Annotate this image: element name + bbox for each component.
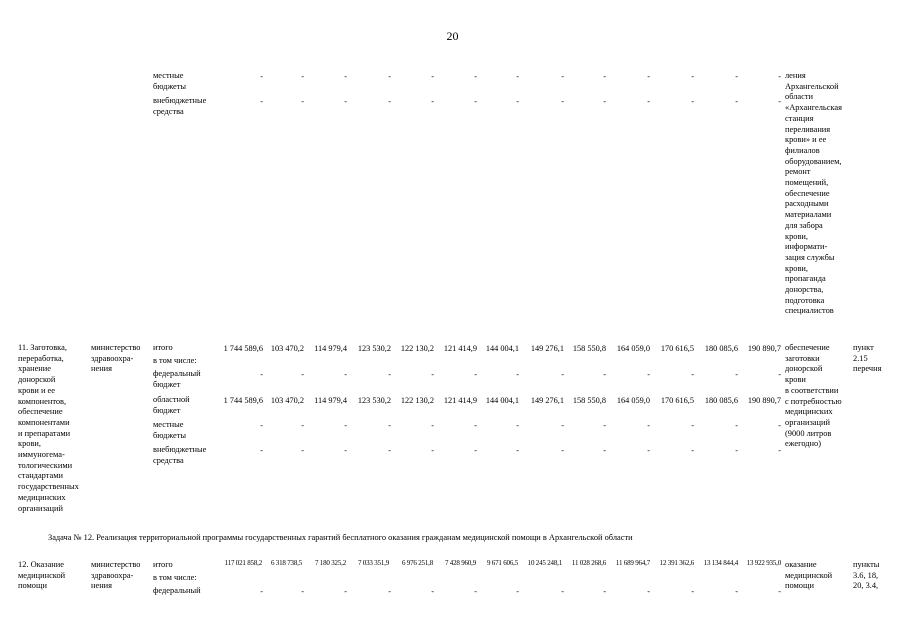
table-cell-value: - xyxy=(691,587,694,596)
table-cell-value: - xyxy=(647,72,650,81)
table-cell-value: - xyxy=(260,421,263,430)
table-cell-value: - xyxy=(301,421,304,430)
table-cell-value: - xyxy=(431,72,434,81)
table-cell-value: 103 470,2 xyxy=(270,396,304,405)
table-cell-value: 10 245 248,1 xyxy=(527,559,562,567)
table-cell-value: - xyxy=(647,97,650,106)
table-cell-value: - xyxy=(516,587,519,596)
table-cell-value: - xyxy=(561,587,564,596)
table-cell-value: 7 180 325,2 xyxy=(314,559,346,567)
page-number: 20 xyxy=(446,29,459,43)
expected-result-text: обеспечение заготовки донорской крови в соответствии с потребностью медицинских организаций (9000 литров ежегодно) xyxy=(785,343,842,449)
table-cell-value: 1 744 589,6 xyxy=(223,344,263,353)
table-cell-value: - xyxy=(474,72,477,81)
table-cell-value: 114 979,4 xyxy=(314,396,347,405)
source-label: внебюджетные средства xyxy=(153,96,207,116)
table-cell-value: - xyxy=(691,370,694,379)
table-cell-value: 117 021 858,2 xyxy=(224,559,262,567)
source-label: в том числе: xyxy=(153,573,197,582)
source-label: местные бюджеты xyxy=(153,420,187,440)
table-cell-value: 170 616,5 xyxy=(660,344,694,353)
table-cell-value: 1 744 589,6 xyxy=(223,396,263,405)
table-cell-value: - xyxy=(647,421,650,430)
table-cell-value: - xyxy=(691,446,694,455)
source-label: внебюджетные средства xyxy=(153,445,207,465)
expected-result-text: оказание медицинской помощи xyxy=(785,560,833,591)
table-cell-value: - xyxy=(778,370,781,379)
table-cell-value: 170 616,5 xyxy=(660,396,694,405)
table-cell-value: - xyxy=(647,370,650,379)
table-cell-value: - xyxy=(431,97,434,106)
table-cell-value: - xyxy=(388,421,391,430)
table-cell-value: 121 414,9 xyxy=(443,396,477,405)
table-cell-value: - xyxy=(260,72,263,81)
table-cell-value: - xyxy=(516,97,519,106)
table-cell-value: 7 033 351,9 xyxy=(357,559,389,567)
table-cell-value: - xyxy=(344,587,347,596)
table-cell-value: - xyxy=(260,97,263,106)
table-cell-value: - xyxy=(603,72,606,81)
table-cell-value: - xyxy=(603,421,606,430)
table-cell-value: 164 059,0 xyxy=(616,344,650,353)
table-cell-value: - xyxy=(691,97,694,106)
table-cell-value: - xyxy=(561,446,564,455)
table-cell-value: - xyxy=(603,446,606,455)
table-cell-value: - xyxy=(388,97,391,106)
table-cell-value: - xyxy=(603,97,606,106)
table-cell-value: - xyxy=(735,587,738,596)
table-cell-value: 123 530,2 xyxy=(357,396,391,405)
table-cell-value: - xyxy=(603,587,606,596)
table-cell-value: 122 130,2 xyxy=(400,344,434,353)
table-cell-value: 6 976 251,8 xyxy=(401,559,433,567)
table-cell-value: - xyxy=(474,97,477,106)
table-cell-value: - xyxy=(516,446,519,455)
table-cell-value: - xyxy=(388,72,391,81)
table-cell-value: 180 085,6 xyxy=(704,344,738,353)
table-cell-value: - xyxy=(516,421,519,430)
table-cell-value: 149 276,1 xyxy=(530,344,564,353)
table-cell-value: - xyxy=(474,587,477,596)
table-cell-value: - xyxy=(735,446,738,455)
table-cell-value: - xyxy=(603,370,606,379)
activity-title: 12. Оказание медицинской помощи xyxy=(18,560,66,591)
table-cell-value: 6 318 738,5 xyxy=(270,559,302,567)
table-cell-value: 121 414,9 xyxy=(443,344,477,353)
table-cell-value: - xyxy=(561,72,564,81)
table-cell-value: - xyxy=(260,587,263,596)
source-label: итого xyxy=(153,343,173,352)
table-cell-value: - xyxy=(474,370,477,379)
executor-name: министерство здравоохра- нения xyxy=(91,343,141,374)
table-cell-value: 11 028 268,6 xyxy=(571,559,606,567)
table-cell-value: - xyxy=(388,587,391,596)
table-cell-value: - xyxy=(431,446,434,455)
table-cell-value: - xyxy=(388,370,391,379)
table-cell-value: - xyxy=(561,421,564,430)
table-cell-value: - xyxy=(301,370,304,379)
table-cell-value: - xyxy=(691,421,694,430)
table-cell-value: - xyxy=(778,446,781,455)
table-cell-value: - xyxy=(431,587,434,596)
table-cell-value: 190 890,7 xyxy=(747,344,781,353)
table-cell-value: 103 470,2 xyxy=(270,344,304,353)
source-label: федеральный бюджет xyxy=(153,369,201,389)
source-label: в том числе: xyxy=(153,356,197,365)
table-cell-value: - xyxy=(778,72,781,81)
table-cell-value: - xyxy=(778,421,781,430)
table-cell-value: - xyxy=(260,446,263,455)
table-cell-value: - xyxy=(474,421,477,430)
table-cell-value: - xyxy=(301,97,304,106)
executor-name: министерство здравоохра- нения xyxy=(91,560,141,591)
table-cell-value: - xyxy=(691,72,694,81)
table-cell-value: 114 979,4 xyxy=(314,344,347,353)
table-cell-value: 164 059,0 xyxy=(616,396,650,405)
table-cell-value: - xyxy=(344,446,347,455)
source-label: областной бюджет xyxy=(153,395,190,415)
table-cell-value: 9 671 606,5 xyxy=(486,559,518,567)
table-cell-value: - xyxy=(778,97,781,106)
table-cell-value: - xyxy=(431,421,434,430)
source-label: федеральный xyxy=(153,586,201,595)
table-cell-value: 13 134 844,4 xyxy=(703,559,738,567)
table-cell-value: 122 130,2 xyxy=(400,396,434,405)
table-cell-value: - xyxy=(301,72,304,81)
table-cell-value: 158 550,8 xyxy=(572,344,606,353)
source-label: итого xyxy=(153,560,173,569)
table-cell-value: 144 004,1 xyxy=(485,396,519,405)
table-cell-value: 149 276,1 xyxy=(530,396,564,405)
activity-title: 11. Заготовка, переработка, хранение донорской крови и ее компонентов, обеспечение компонентами и препаратами крови, иммуногема- тологическими стандартами государственных медицинских организаций xyxy=(18,343,79,513)
table-cell-value: - xyxy=(561,97,564,106)
table-cell-value: 7 428 960,9 xyxy=(444,559,476,567)
table-cell-value: - xyxy=(735,97,738,106)
table-cell-value: - xyxy=(735,370,738,379)
table-cell-value: 11 689 964,7 xyxy=(615,559,650,567)
table-cell-value: 13 922 935,0 xyxy=(746,559,781,567)
table-cell-value: - xyxy=(388,446,391,455)
table-cell-value: - xyxy=(647,587,650,596)
table-cell-value: - xyxy=(431,370,434,379)
table-cell-value: - xyxy=(260,370,263,379)
table-cell-value: - xyxy=(561,370,564,379)
table-cell-value: 144 004,1 xyxy=(485,344,519,353)
table-cell-value: - xyxy=(474,446,477,455)
table-cell-value: - xyxy=(301,587,304,596)
table-cell-value: 180 085,6 xyxy=(704,396,738,405)
table-cell-value: - xyxy=(516,370,519,379)
source-label: местные бюджеты xyxy=(153,71,187,91)
table-cell-value: 190 890,7 xyxy=(747,396,781,405)
indicator-link: пункты 3.6, 18, 20, 3.4, xyxy=(853,560,880,591)
table-cell-value: - xyxy=(344,370,347,379)
task-12-heading: Задача № 12. Реализация территориальной программы государственных гарантий бесплатного оказания гражданам медицинской помощи в Архангельской области xyxy=(48,533,633,542)
table-cell-value: - xyxy=(344,421,347,430)
table-cell-value: - xyxy=(778,587,781,596)
table-cell-value: - xyxy=(344,97,347,106)
table-cell-value: 123 530,2 xyxy=(357,344,391,353)
table-cell-value: - xyxy=(647,446,650,455)
indicator-link: пункт 2.15 перечня xyxy=(853,343,882,374)
table-cell-value: - xyxy=(516,72,519,81)
table-cell-value: 158 550,8 xyxy=(572,396,606,405)
table-cell-value: - xyxy=(344,72,347,81)
table-cell-value: - xyxy=(735,72,738,81)
table-cell-value: - xyxy=(735,421,738,430)
table-cell-value: - xyxy=(301,446,304,455)
table-cell-value: 12 391 362,6 xyxy=(659,559,694,567)
expected-result-text: ления Архангельской области «Архангельская станция переливания крови» и ее филиалов оборудованием, ремонт помещений, обеспечение расходными материалами для забора крови, информати- зация службы крови, пропаганда донорства, подготовка специалистов xyxy=(785,71,842,316)
